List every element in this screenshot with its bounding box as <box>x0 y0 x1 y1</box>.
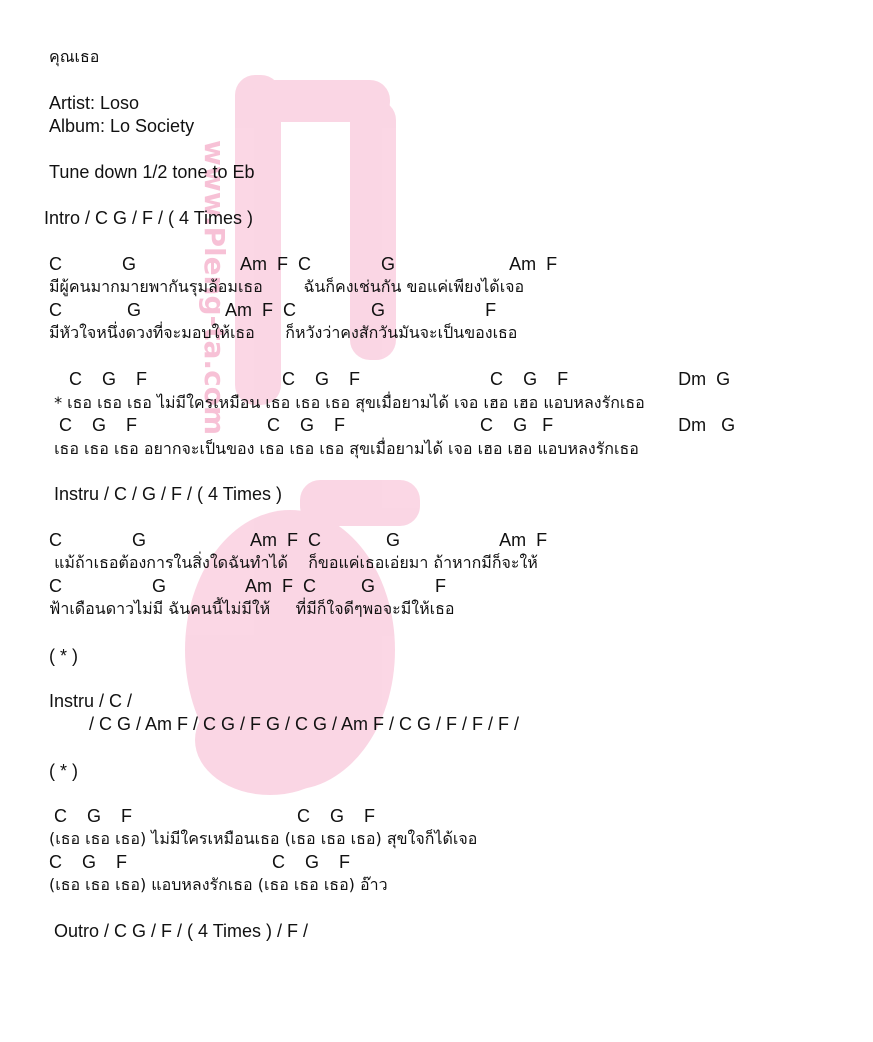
watermark-site-text: www.Pleng-ta.com <box>198 140 231 436</box>
chord-line: C G F C G F C G F Dm G <box>49 415 736 435</box>
lyric-line: แม้ถ้าเธอต้องการในสิ่งใดฉันทำได้ ก็ขอแค่เธอเอ่ยมา ถ้าหากมีก็จะให้ <box>49 553 538 572</box>
chord-line: C G Am F C G Am F <box>49 254 558 274</box>
chord-line: C G Am F C G Am F <box>49 530 548 550</box>
instru-line: Instru / C / G / F / ( 4 Times ) <box>49 484 283 504</box>
intro-line: Intro / C G / F / ( 4 Times ) <box>44 208 254 228</box>
outro-line: Outro / C G / F / ( 4 Times ) / F / <box>49 921 309 941</box>
instru-line: Instru / C / <box>49 691 133 711</box>
album-line: Album: Lo Society <box>49 116 195 136</box>
chord-line: C G Am F C G F <box>49 576 447 596</box>
chorus-marker: ( * ) <box>49 646 78 666</box>
lyric-line: * เธอ เธอ เธอ ไม่มีใครเหมือน เธอ เธอ เธอ สุขเมื่อยามได้ เจอ เฮอ เฮอ แอบหลงรักเธอ <box>49 393 645 412</box>
chord-line: C G F C G F <box>49 852 351 872</box>
chord-line: C G F C G F C G F Dm G <box>49 369 731 389</box>
song-title: คุณเธอ <box>49 49 100 66</box>
lyric-line: ฟ้าเดือนดาวไม่มี ฉันคนนี้ไม่มีให้ ที่มีก็ใจดีๆพอจะมีให้เธอ <box>49 599 455 618</box>
tuning-line: Tune down 1/2 tone to Eb <box>49 162 255 182</box>
lyric-line: เธอ เธอ เธอ อยากจะเป็นของ เธอ เธอ เธอ สุขเมื่อยามได้ เจอ เฮอ เฮอ แอบหลงรักเธอ <box>49 439 639 458</box>
artist-line: Artist: Loso <box>49 93 140 113</box>
chord-line: C G F C G F <box>49 806 376 826</box>
lyric-line: (เธอ เธอ เธอ) แอบหลงรักเธอ (เธอ เธอ เธอ) อ๊าว <box>49 875 388 894</box>
chorus-marker: ( * ) <box>49 761 78 781</box>
instru-progression: / C G / Am F / C G / F G / C G / Am F / C G / F / F / F / <box>49 714 520 734</box>
lyric-line: มีผู้คนมากมายพากันรุมล้อมเธอ ฉันก็คงเช่นกัน ขอแค่เพียงได้เจอ <box>49 277 525 296</box>
lyric-line: (เธอ เธอ เธอ) ไม่มีใครเหมือนเธอ (เธอ เธอ เธอ) สุขใจก็ได้เจอ <box>49 829 478 848</box>
chord-line: C G Am F C G F <box>49 300 497 320</box>
lyric-line: มีหัวใจหนึ่งดวงที่จะมอบให้เธอ ก็หวังว่าคงสักวันมันจะเป็นของเธอ <box>49 323 518 342</box>
